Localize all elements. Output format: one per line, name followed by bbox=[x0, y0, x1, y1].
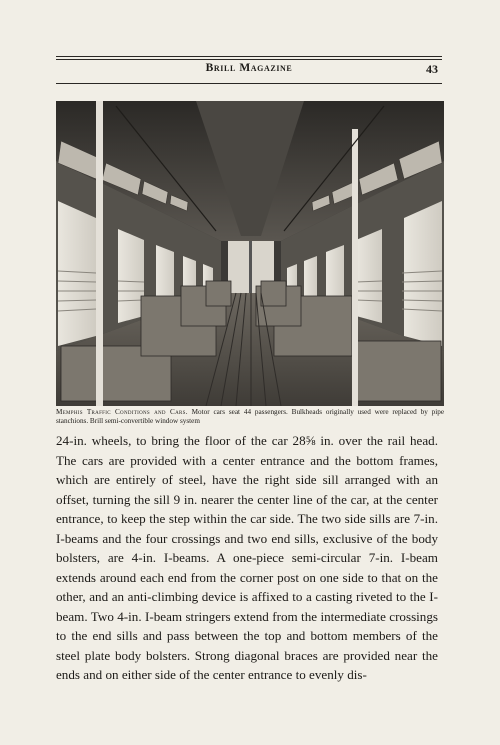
caption-text: Motor cars seat 44 passengers. Bulkheads originally used were replaced by pipe stanchions. Brill semi-convertible window system bbox=[56, 408, 445, 425]
body-paragraph: 24-in. wheels, to bring the floor of the car 28⅝ in. over the rail head. The cars are provided with a center entrance and the bottom frames, which are entirely of steel, have the right side sill arranged with an offset, turning the sill 9 in. nearer the center line of the car, at the center entrance, to keep the step within the car side. The two side sills are 7-in. I-beams and the four crossings and two end sills, exclusive of the body bolsters, are 4-in. I-beams. A one-piece semi-circular 7-in. I-beam extends around each end from the corner post on one side to that on the other, and an anti-climbing device is affixed to a casting riveted to the I-beam. Two 4-in. I-beam stringers extend from the intermediate crossings to the end sills and pass between the top and bottom members of the steel plate body bolsters. Strong diagonal braces are provided near the ends and on either side of the center entrance to evenly dis- bbox=[56, 433, 438, 682]
magazine-title: Brill Magazine bbox=[205, 62, 293, 74]
header-rule-top bbox=[56, 56, 442, 57]
photo-illustration bbox=[56, 101, 444, 406]
header-rule-top-double bbox=[56, 59, 442, 60]
header-rule-bottom bbox=[56, 83, 442, 84]
streetcar-interior-photo bbox=[56, 101, 444, 406]
photo-caption bbox=[56, 408, 444, 426]
page-number: 43 bbox=[426, 62, 438, 76]
running-header bbox=[56, 62, 442, 80]
article-body bbox=[56, 431, 438, 685]
caption-lead: Memphis Traffic Conditions and Cars. bbox=[56, 408, 188, 416]
